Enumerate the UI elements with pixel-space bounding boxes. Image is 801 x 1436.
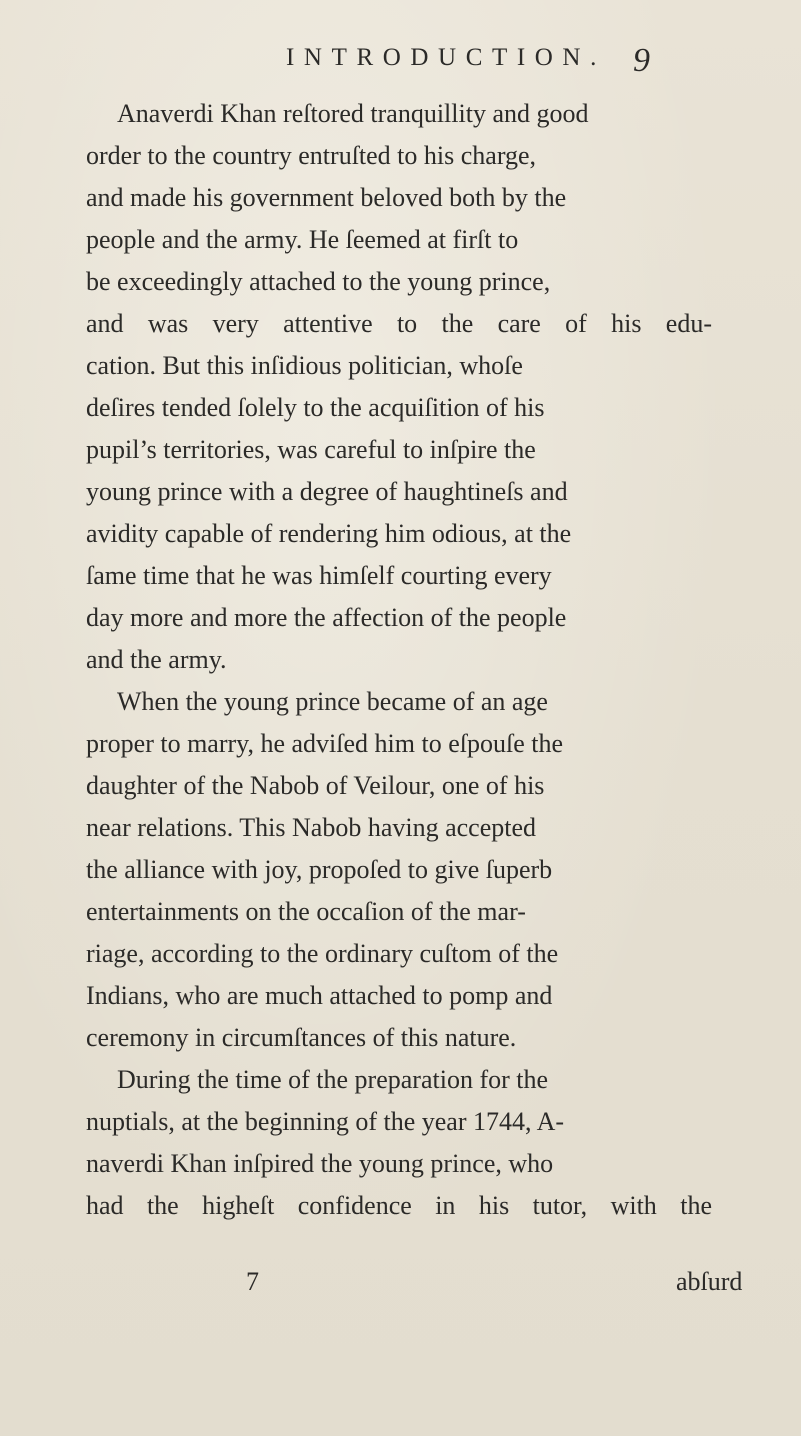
running-title: INTRODUCTION. [286, 44, 606, 71]
text-line-12: ſame time that he was himſelf courting every [86, 561, 552, 590]
text-line-24: During the time of the preparation for the [117, 1065, 549, 1094]
page-footer [0, 1262, 801, 1302]
text-line-1: Anaverdi Khan reſtored tranquillity and good [117, 99, 589, 128]
text-line-15: When the young prince became of an age [117, 687, 548, 716]
text-line-11: avidity capable of rendering him odious, at the [86, 519, 572, 548]
text-line-13: day more and more the affection of the people [86, 603, 567, 632]
page-number: 9 [633, 42, 650, 79]
running-head [0, 44, 801, 84]
text-line-14: and the army. [86, 645, 227, 674]
text-line-6: and was very attentive to the care of his edu- [86, 309, 712, 338]
text-line-10: young prince with a degree of haughtineſs and [86, 477, 568, 506]
text-line-2: order to the country entruſted to his charge, [86, 141, 537, 170]
catchword: abſurd [676, 1267, 743, 1296]
text-line-20: entertainments on the occaſion of the mar- [86, 897, 526, 926]
text-line-16: proper to marry, he adviſed him to eſpouſe the [86, 729, 564, 758]
text-line-7: cation. But this inſidious politician, whoſe [86, 351, 523, 380]
text-line-5: be exceedingly attached to the young prince, [86, 267, 551, 296]
text-line-8: deſires tended ſolely to the acquiſition of his [86, 393, 545, 422]
text-line-19: the alliance with joy, propoſed to give ſuperb [86, 855, 553, 884]
text-line-17: daughter of the Nabob of Veilour, one of his [86, 771, 545, 800]
text-line-25: nuptials, at the beginning of the year 1744, A- [86, 1107, 565, 1136]
text-line-22: Indians, who are much attached to pomp and [86, 981, 553, 1010]
text-line-4: people and the army. He ſeemed at firſt to [86, 225, 519, 254]
text-line-27: had the higheſt confidence in his tutor, with the [86, 1191, 712, 1220]
text-line-23: ceremony in circumſtances of this nature. [86, 1023, 517, 1052]
signature-mark: 7 [246, 1267, 259, 1296]
text-line-3: and made his government beloved both by the [86, 183, 567, 212]
text-line-9: pupil’s territories, was careful to inſpire the [86, 435, 536, 464]
text-line-26: naverdi Khan inſpired the young prince, who [86, 1149, 554, 1178]
text-line-21: riage, according to the ordinary cuſtom of the [86, 939, 559, 968]
text-line-18: near relations. This Nabob having accepted [86, 813, 537, 842]
